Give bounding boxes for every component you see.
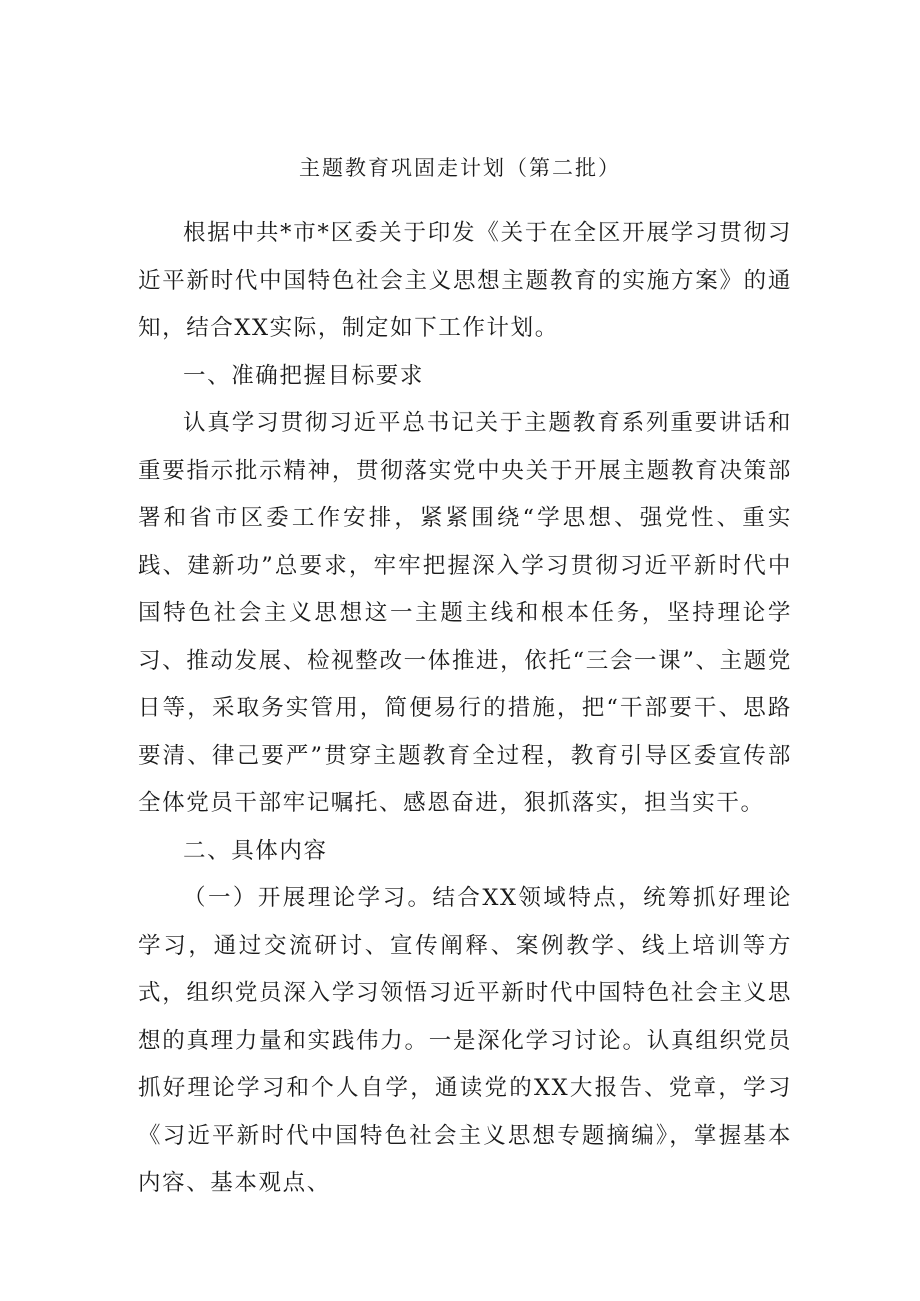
section-2-paragraph-1: （一）开展理论学习。结合XX领域特点，统筹抓好理论学习，通过交流研讨、宣传阐释、案例教学、线上培训等方式，组织党员深入学习领悟习近平新时代中国特色社会主义思想的真理力量和实践伟力。一是深化学习讨论。认真组织党员抓好理论学习和个人自学，通读党的XX大报告、党章，学习《习近平新时代中国特色社会主义思想专题摘编》，掌握基本内容、基本观点、 xyxy=(138,885,792,1196)
section-1-paragraph: 认真学习贯彻习近平总书记关于主题教育系列重要讲话和重要指示批示精神，贯彻落实党中央关于开展主题教育决策部署和省市区委工作安排，紧紧围绕“学思想、强党性、重实践、建新功”总要求，牢牢把握深入学习贯彻习近平新时代中国特色社会主义思想这一主题主线和根本任务，坚持理论学习、推动发展、检视整改一体推进，依托“三会一课”、主题党日等，采取务实管用，简便易行的措施，把“干部要干、思路要清、律己要严”贯穿主题教育全过程，教育引导区委宣传部全体党员干部牢记嘱托、感恩奋进，狠抓落实，担当实干。 xyxy=(138,410,792,816)
section-heading-2: 二、具体内容 xyxy=(183,837,328,864)
document-title: 主题教育巩固走计划（第二批） xyxy=(299,156,621,180)
section-heading-1: 一、准确把握目标要求 xyxy=(183,362,425,389)
intro-paragraph: 根据中共*市*区委关于印发《关于在全区开展学习贯彻习近平新时代中国特色社会主义思想主题教育的实施方案》的通知，结合XX实际，制定如下工作计划。 xyxy=(138,220,792,341)
document-body xyxy=(138,210,792,1208)
